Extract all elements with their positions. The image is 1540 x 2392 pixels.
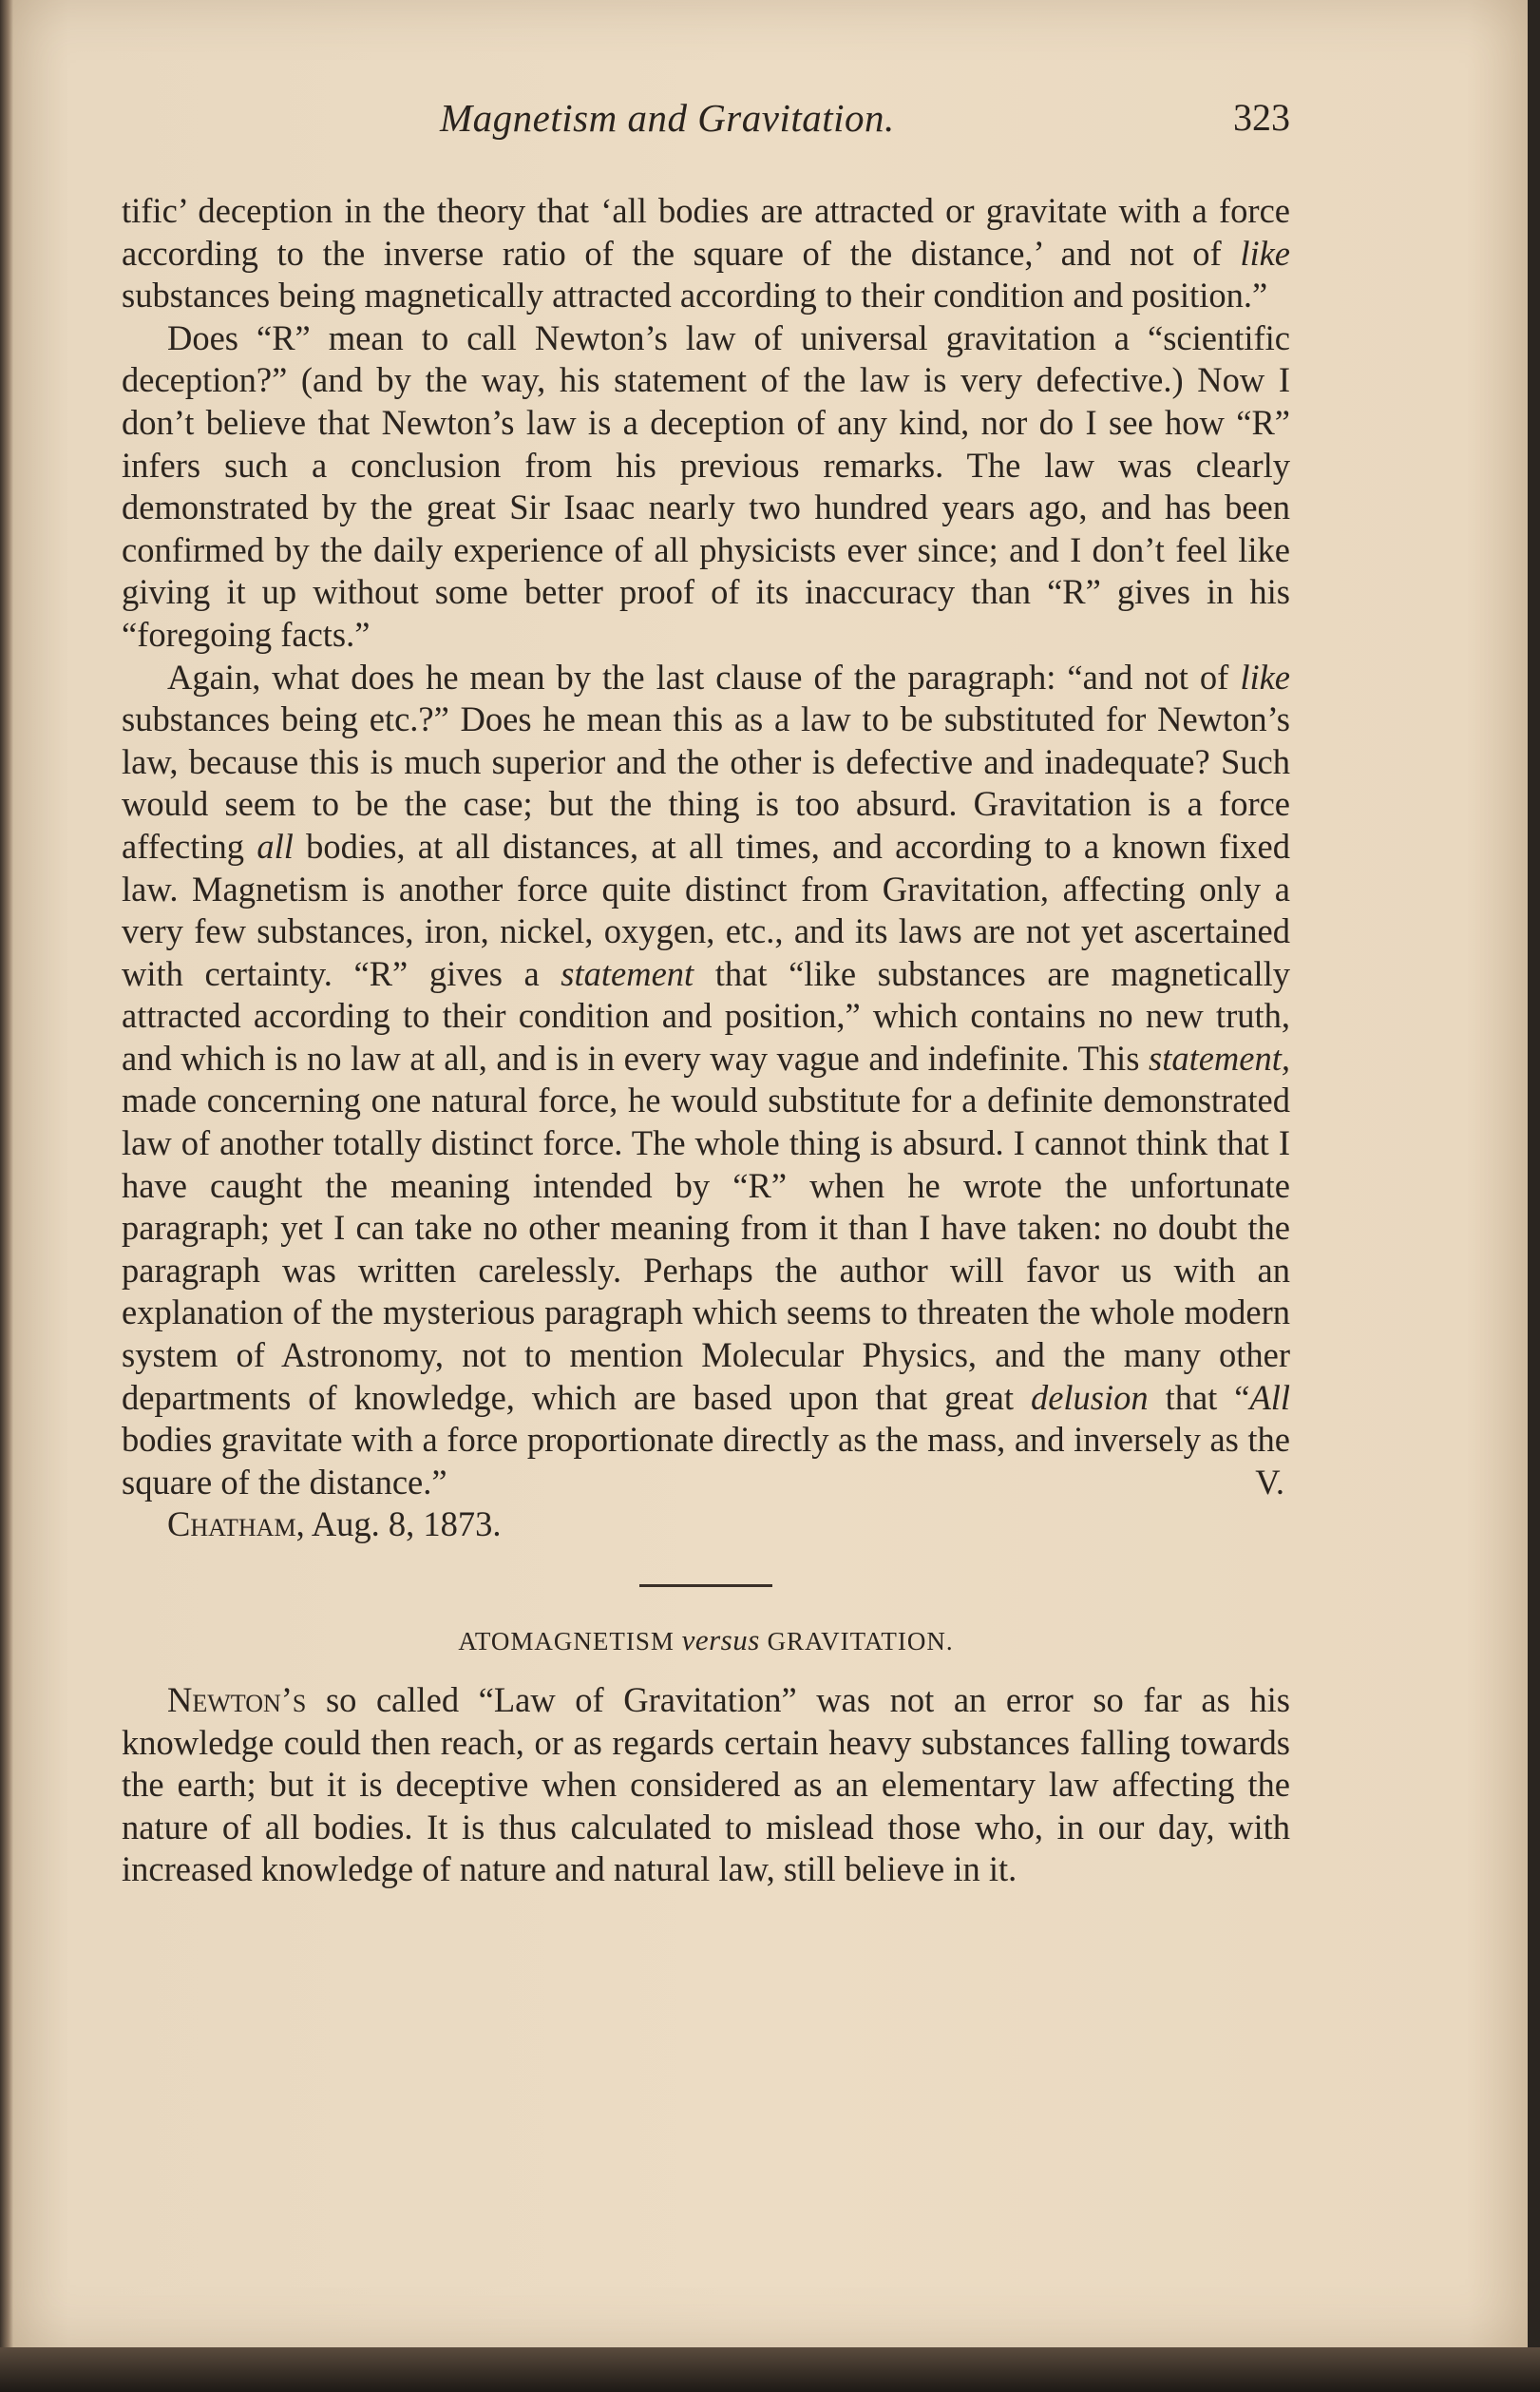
p3-g: bodies gravitate with a force proportionate directly as the mass, and inversely as the square of the distance.” [122, 1420, 1290, 1502]
heading-part-a: ATOMAGNETISM [458, 1627, 675, 1655]
paragraph-3 [122, 657, 1290, 1504]
bottom-shadow [0, 2347, 1540, 2392]
p1-text: tific’ deception in the theory that ‘all bodies are attracted or gravitate with a force according to the inverse ratio of the square of the distance,’ and not of [122, 191, 1290, 273]
p3-f: that “ [1165, 1377, 1250, 1417]
text-block [122, 190, 1290, 1891]
heading-part-b: GRAVITATION. [767, 1627, 954, 1655]
dateline-date: , Aug. 8, 1873. [295, 1504, 502, 1544]
p3-italic-4: statement, [1148, 1038, 1290, 1078]
running-title: Magnetism and Gravitation. [440, 96, 895, 140]
heading-italic: versus [681, 1623, 760, 1656]
p3-a: Again, what does he mean by the last clause of the paragraph: “and not of [167, 657, 1229, 697]
p3-italic-2: all [257, 826, 294, 866]
p3-italic-5: delusion [1030, 1377, 1149, 1417]
book-page [8, 0, 1528, 2347]
p1-italic: like [1240, 233, 1291, 273]
lead-word: Newton’s [167, 1680, 307, 1719]
article-body [122, 1679, 1290, 1891]
p3-d: that “like substances are magnetically attracted according to their condition and position,” which contains no new truth, and which is no law at all, and is in every way vague and indefinite. This [122, 953, 1290, 1078]
paragraph-2: Does “R” mean to call Newton’s law of universal gravitation a “scientific deception?” (and by the way, his statement of the law is very defective.) Now I don’t believe that Newton’s law is a deception of any kind, nor do I see how “R” infers such a conclusion from his previous remarks. The law was clearly demonstrated by the great Sir Isaac nearly two hundred years ago, and has been confirmed by the daily experience of all physicists ever since; and I don’t feel like giving it up without some better proof of its inaccuracy than “R” gives in his “foregoing facts.” [122, 317, 1290, 654]
signature: V. [1255, 1462, 1284, 1502]
page-binding-edge [0, 0, 13, 2392]
paragraph-1 [122, 190, 1290, 317]
article-body-text: so called “Law of Gravitation” was not an error so far as his knowledge could then reach, or as regards certain heavy substances falling towards the earth; but it is deceptive when considered as an elementary law affecting the nature of all bodies. It is thus calculated to mislead those who, in our day, with increased knowledge of nature and natural law, still believe in it. [122, 1680, 1291, 1889]
page-number: 323 [1233, 96, 1290, 139]
p3-italic-1: like [1240, 657, 1290, 697]
p3-c: bodies, at all distances, at all times, and according to a known fixed law. Magnetism is another force quite distinct from Gravitation, affecting only a very few substances, iron, nickel, oxygen, etc., and its laws are not yet ascertained with certainty. “R” gives a [122, 826, 1291, 993]
article-heading [122, 1619, 1290, 1662]
dateline [122, 1503, 1290, 1546]
section-rule [639, 1584, 772, 1587]
p3-italic-6: All [1249, 1377, 1291, 1417]
p3-italic-3: statement [561, 953, 694, 993]
p1-end: substances being magnetically attracted according to their condition and position.” [122, 276, 1268, 316]
p3-e: made concerning one natural force, he would substitute for a definite demonstrated law of another totally distinct force. The whole thing is absurd. I cannot think that I have caught the meaning intended by “R” when he wrote the unfortunate paragraph; yet I can take no other meaning from it than I have taken: no doubt the paragraph was written carelessly. Perhaps the author will favor us with an explanation of the mysterious paragraph which seems to threaten the whole modern system of Astronomy, not to mention Molecular Physics, and the many other departments of knowledge, which are based upon that great [122, 1081, 1290, 1417]
running-head [122, 95, 1290, 152]
p3-b: substances being etc.?” Does he mean this as a law to be substituted for Newton’s law, because this is much superior and the other is defective and inadequate? Such would seem to be the case; but the thing is too absurd. Gravitation is a force affecting [122, 699, 1290, 866]
dateline-place: Chatham [167, 1504, 296, 1544]
